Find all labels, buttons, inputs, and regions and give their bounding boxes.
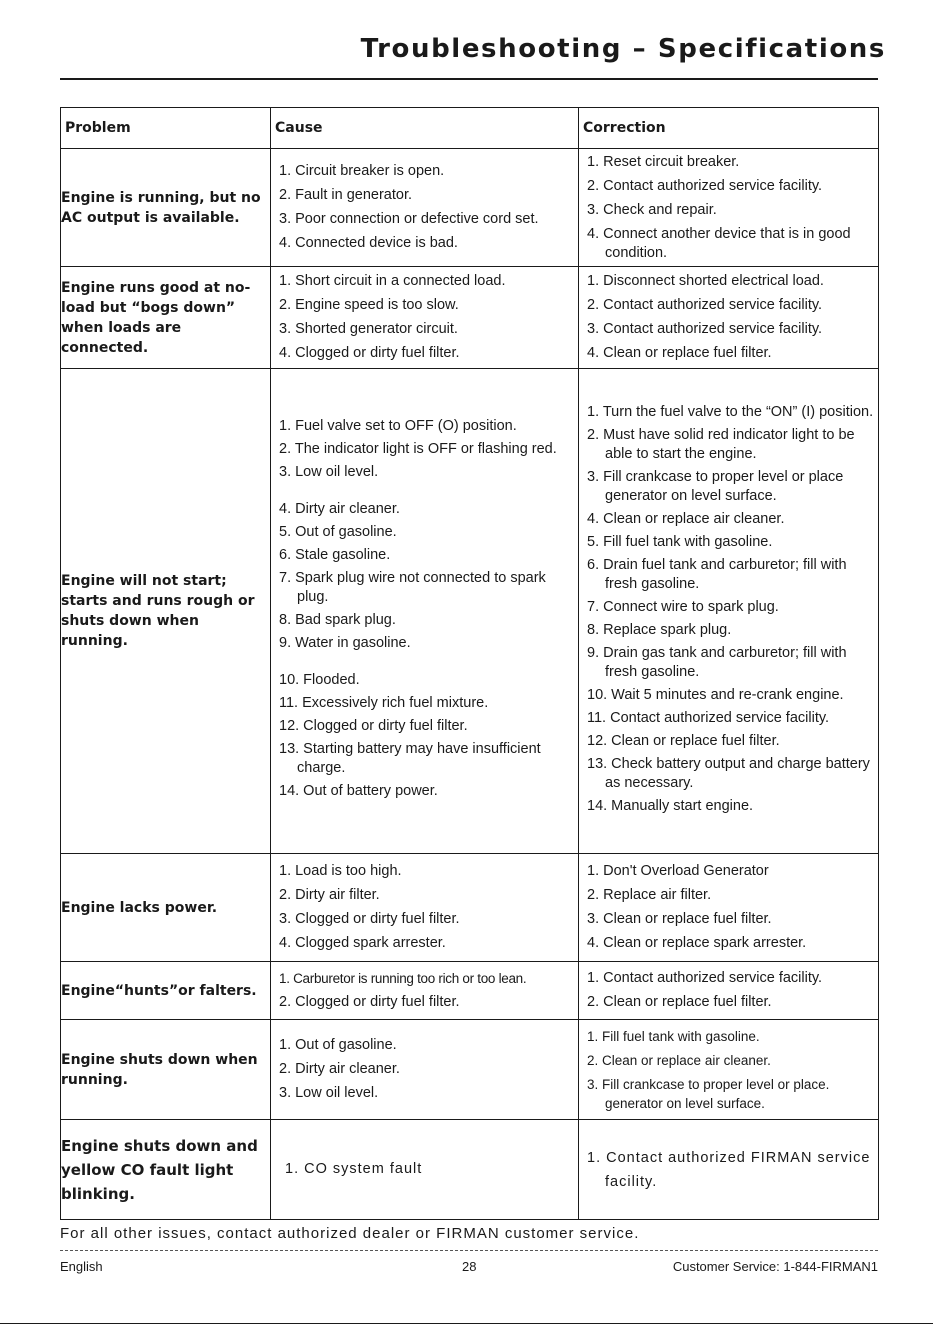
- problem-cell: Engine“hunts”or falters.: [61, 962, 271, 1020]
- cause-cell: [271, 149, 579, 267]
- table-row: [61, 267, 879, 369]
- list-item: 13. Check battery output and charge battery as necessary.: [587, 755, 870, 791]
- cause-list: [271, 1160, 578, 1179]
- page-number: 28: [462, 1259, 477, 1274]
- list-item: 6. Stale gasoline.: [279, 547, 391, 563]
- list-item: 2. Contact authorized service facility.: [587, 177, 823, 194]
- list-item: 1. Contact authorized service facility.: [587, 970, 823, 986]
- list-item: 3. Fill crankcase to proper level or place generator on level surface.: [587, 468, 844, 504]
- list-item: 2. Clean or replace air cleaner.: [587, 1052, 771, 1068]
- list-item: 3. Shorted generator circuit.: [279, 321, 458, 337]
- list-item: 10. Wait 5 minutes and re-crank engine.: [587, 686, 844, 703]
- problem-cell: Engine is running, but no AC output is available.: [61, 149, 271, 267]
- list-item: 8. Replace spark plug.: [587, 621, 732, 638]
- list-item: 1. Carburetor is running too rich or too lean.: [279, 971, 527, 986]
- list-item: 3. Low oil level.: [279, 1085, 379, 1101]
- list-item: 11. Contact authorized service facility.: [587, 709, 830, 726]
- correction-list: [579, 1146, 878, 1194]
- cause-cell: [271, 1020, 579, 1120]
- cause-cell: [271, 962, 579, 1020]
- list-item: 1. Reset circuit breaker.: [587, 153, 740, 170]
- list-item: 1. Short circuit in a connected load.: [279, 273, 506, 289]
- cause-cell: [271, 267, 579, 369]
- list-item: 2. Dirty air filter.: [279, 887, 380, 903]
- list-item: 2. Replace air filter.: [587, 887, 712, 903]
- list-item: 3. Fill crankcase to proper level or place. generator on level surface.: [587, 1076, 830, 1111]
- list-item: 1. Out of gasoline.: [279, 1037, 397, 1053]
- list-item: 5. Out of gasoline.: [279, 524, 397, 540]
- list-item: 12. Clean or replace fuel filter.: [587, 732, 780, 749]
- list-item: 1. Contact authorized FIRMAN service facility.: [587, 1149, 871, 1190]
- header-cause: Cause: [271, 108, 579, 149]
- table-row: [61, 369, 879, 854]
- cause-cell: [271, 854, 579, 962]
- list-item: 4. Connected device is bad.: [279, 235, 458, 251]
- list-item: 2. Engine speed is too slow.: [279, 297, 459, 313]
- list-item: 5. Fill fuel tank with gasoline.: [587, 533, 773, 550]
- list-item: 7. Connect wire to spark plug.: [587, 598, 779, 615]
- problem-cell: Engine shuts down when running.: [61, 1020, 271, 1120]
- correction-list: [579, 862, 878, 953]
- correction-cell: [579, 149, 879, 267]
- cause-cell: [271, 369, 579, 854]
- list-item: 1. CO system fault: [285, 1161, 423, 1177]
- table-row: [61, 1020, 879, 1120]
- list-item: 6. Drain fuel tank and carburetor; fill with fresh gasoline.: [587, 556, 847, 592]
- problem-cell: Engine will not start; starts and runs rough or shuts down when running.: [61, 369, 271, 854]
- list-item: 2. Clean or replace fuel filter.: [587, 994, 772, 1010]
- list-item: 4. Clean or replace fuel filter.: [587, 345, 772, 361]
- footer-note: For all other issues, contact authorized dealer or FIRMAN customer service.: [60, 1225, 640, 1242]
- list-item: 8. Bad spark plug.: [279, 612, 396, 628]
- list-item: 3. Check and repair.: [587, 201, 717, 218]
- list-item: 12. Clogged or dirty fuel filter.: [279, 718, 468, 734]
- table-row: [61, 854, 879, 962]
- list-item: 4. Clean or replace spark arrester.: [587, 935, 807, 951]
- correction-cell: [579, 369, 879, 854]
- list-item: 1. Fuel valve set to OFF (O) position.: [279, 418, 517, 434]
- list-item: 2. Clogged or dirty fuel filter.: [279, 994, 460, 1010]
- list-item: 4. Clogged or dirty fuel filter.: [279, 345, 460, 361]
- list-item: 2. Fault in generator.: [279, 187, 412, 203]
- list-item: 1. Don't Overload Generator: [587, 863, 769, 879]
- table-header-row: [61, 108, 879, 149]
- title-divider: [60, 78, 878, 80]
- cause-list: [271, 272, 578, 363]
- cause-cell: [271, 1120, 579, 1220]
- list-item: 13. Starting battery may have insufficient charge.: [279, 741, 541, 776]
- list-item: 14. Manually start engine.: [587, 797, 754, 814]
- correction-cell: [579, 1020, 879, 1120]
- list-item: 3. Clogged or dirty fuel filter.: [279, 911, 460, 927]
- header-problem: Problem: [61, 108, 271, 149]
- list-item: 2. Must have solid red indicator light to be able to start the engine.: [587, 426, 855, 462]
- correction-list: [579, 403, 878, 816]
- troubleshooting-table: [60, 107, 879, 1220]
- list-item: 9. Water in gasoline.: [279, 635, 411, 651]
- correction-list: [579, 153, 878, 263]
- list-item: 4. Dirty air cleaner.: [279, 501, 400, 517]
- list-item: 4. Connect another device that is in good condition.: [587, 225, 851, 261]
- list-item: 14. Out of battery power.: [279, 783, 438, 799]
- page-title: Troubleshooting – Specifications: [360, 34, 886, 64]
- cause-list: [271, 1036, 578, 1103]
- correction-cell: [579, 962, 879, 1020]
- correction-list: [579, 272, 878, 363]
- table-row: [61, 149, 879, 267]
- list-item: 3. Poor connection or defective cord set.: [279, 211, 539, 227]
- cause-list: [271, 162, 578, 253]
- list-item: 10. Flooded.: [279, 672, 360, 688]
- list-item: 11. Excessively rich fuel mixture.: [279, 695, 489, 711]
- dashed-divider: [60, 1250, 878, 1251]
- table-row: [61, 962, 879, 1020]
- problem-cell: Engine runs good at no-load but “bogs down” when loads are connected.: [61, 267, 271, 369]
- correction-cell: [579, 1120, 879, 1220]
- problem-cell: Engine shuts down and yellow CO fault light blinking.: [61, 1120, 271, 1220]
- list-item: 1. Circuit breaker is open.: [279, 163, 445, 179]
- list-item: 1. Load is too high.: [279, 863, 402, 879]
- footer-language: English: [60, 1259, 103, 1274]
- cause-list: [271, 417, 578, 801]
- cause-list: [271, 969, 578, 1012]
- list-item: 2. Contact authorized service facility.: [587, 297, 823, 313]
- list-item: 4. Clogged spark arrester.: [279, 935, 446, 951]
- list-item: 9. Drain gas tank and carburetor; fill with fresh gasoline.: [587, 644, 847, 680]
- list-item: 1. Disconnect shorted electrical load.: [587, 273, 824, 289]
- list-item: 1. Turn the fuel valve to the “ON” (I) position.: [587, 403, 874, 420]
- customer-service-phone: Customer Service: 1-844-FIRMAN1: [672, 1259, 878, 1274]
- correction-cell: [579, 854, 879, 962]
- list-item: 3. Clean or replace fuel filter.: [587, 911, 772, 927]
- problem-cell: Engine lacks power.: [61, 854, 271, 962]
- list-item: 7. Spark plug wire not connected to spark plug.: [279, 570, 546, 605]
- header-correction: Correction: [579, 108, 879, 149]
- correction-cell: [579, 267, 879, 369]
- list-item: 2. Dirty air cleaner.: [279, 1061, 400, 1077]
- list-item: 4. Clean or replace air cleaner.: [587, 510, 785, 527]
- list-item: 1. Fill fuel tank with gasoline.: [587, 1028, 760, 1044]
- cause-list: [271, 862, 578, 953]
- table-row: [61, 1120, 879, 1220]
- list-item: 3. Contact authorized service facility.: [587, 321, 823, 337]
- list-item: 2. The indicator light is OFF or flashing red.: [279, 441, 557, 457]
- correction-list: [579, 969, 878, 1012]
- list-item: 3. Low oil level.: [279, 464, 379, 480]
- correction-list: [579, 1027, 878, 1113]
